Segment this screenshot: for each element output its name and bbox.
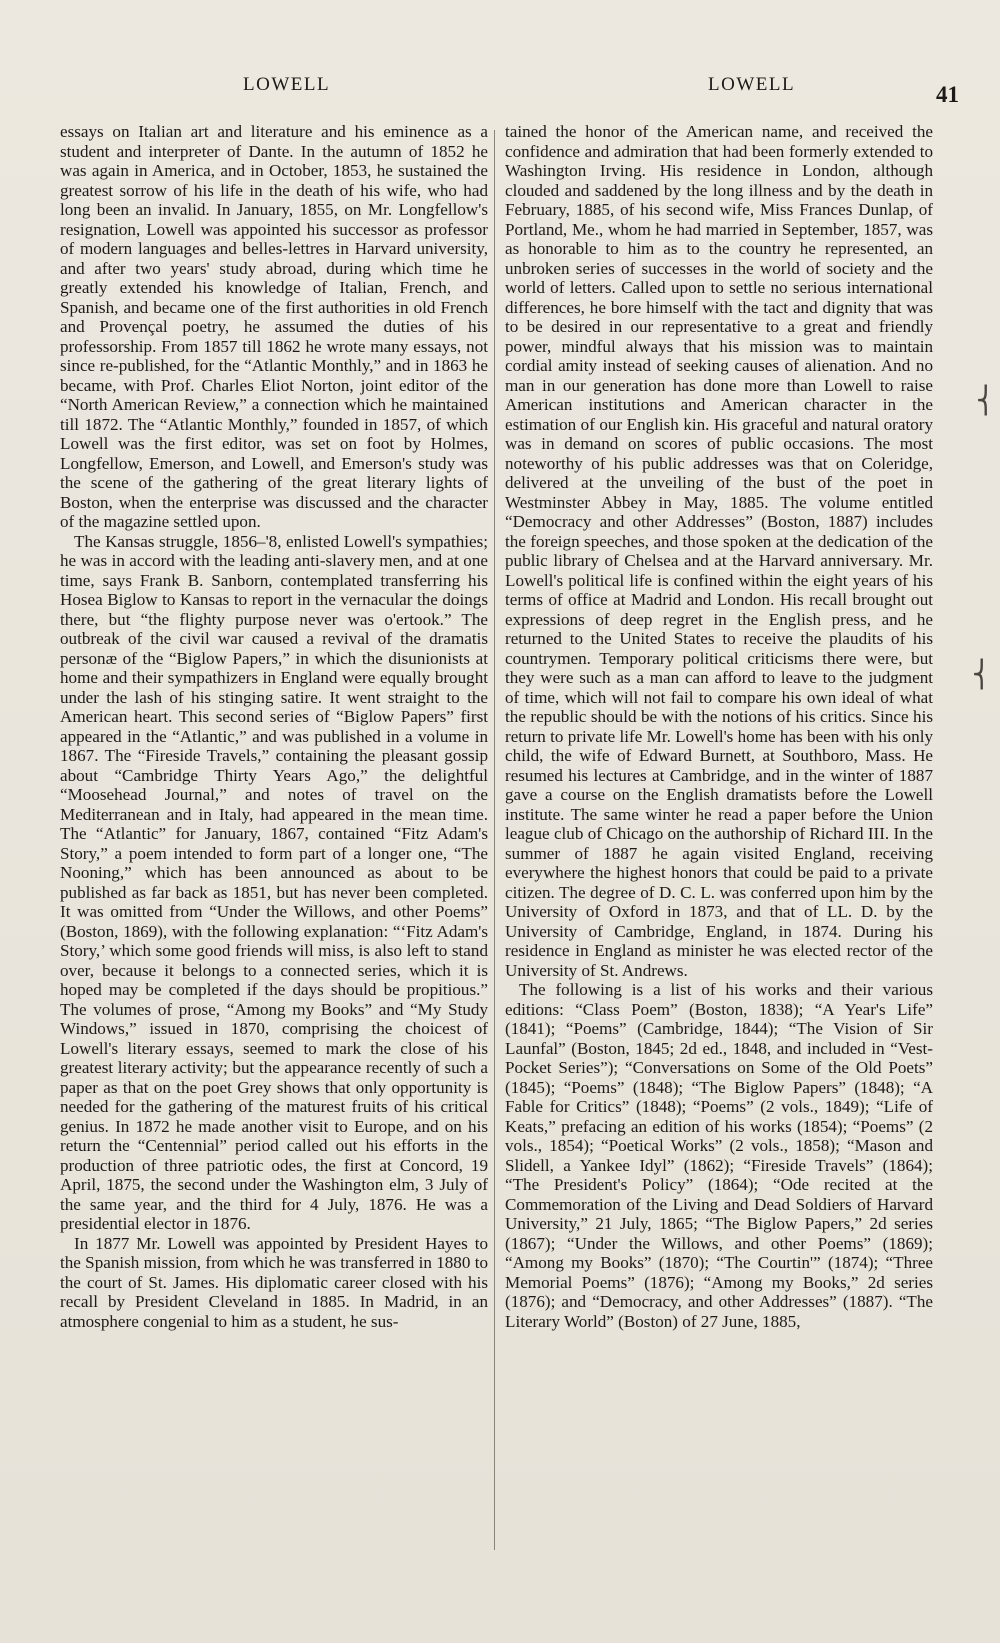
left-column bbox=[60, 122, 488, 1331]
paragraph: essays on Italian art and literature and his eminence as a student and interpreter of Dante. In the autumn of 1852 he was again in America, and in October, 1853, he sustained the greatest sorrow of his life in the death of his wife, who had long been an invalid. In January, 1855, on Mr. Longfellow's resignation, Lowell was appointed his successor as professor of modern languages and belles-lettres in Harvard university, and after two years' study abroad, during which time he greatly extended his knowledge of Italian, French, and Spanish, and became one of the first authorities in old French and Provençal poetry, he assumed the duties of his professorship. From 1857 till 1862 he wrote many essays, not since re-published, for the “Atlantic Monthly,” and in 1863 he became, with Prof. Charles Eliot Norton, joint editor of the “North American Review,” a connection which he maintained till 1872. The “Atlantic Monthly,” founded in 1857, of which Lowell was the first editor, was set on foot by Holmes, Longfellow, Emerson, and Lowell, and Emerson's study was the scene of the gathering of the great literary lights of Boston, when the enterprise was discussed and the character of the magazine settled upon. bbox=[60, 122, 488, 531]
page-number: 41 bbox=[936, 82, 959, 107]
paragraph: tained the honor of the American name, and received the confidence and admiration that had been formerly extended to Washington Irving. His residence in London, although clouded and saddened by the long illness and by the death in February, 1885, of his second wife, Miss Frances Dunlap, of Portland, Me., whom he had married in September, 1857, was as honorable to him as to the country he represented, an unbroken series of successes in the world of society and the world of letters. Called upon to settle no serious international differences, he bore himself with the tact and dignity that was to be desired in our representative to a great and friendly power, mindful always that his mission was to maintain cordial amity instead of seeking causes of alienation. And no man in our generation has done more than Lowell to raise American institutions and American character in the estimation of our English kin. His graceful and natural oratory was in demand on scores of public occasions. The most noteworthy of his public addresses was that on Coleridge, delivered at the unveiling of the bust of the poet in Westminster Abbey in May, 1885. The volume entitled “Democracy and other Addresses” (Boston, 1887) includes the foreign speeches, and those spoken at the dedication of the public library of Chelsea and at the Harvard anniversary. Mr. Lowell's political life is confined within the eight years of his terms of office at Madrid and London. His recall brought out expressions of deep regret in the English press, and he returned to the United States to receive the plaudits of his countrymen. Temporary political criticisms there were, but they were such as a man can afford to leave to the judgment of time, which will not fail to compare his own ideal of what the republic should be with the notions of his critics. Since his return to private life Mr. Lowell's home has been with his only child, the wife of Edward Burnett, at Southboro, Mass. He resumed his lectures at Cambridge, and in the winter of 1887 gave a course on the English dramatists before the Lowell institute. The same winter he read a paper before the Union league club of Chicago on the authorship of Richard III. In the summer of 1887 he again visited England, receiving everywhere the highest honors that could be paid to a private citizen. The degree of D. C. L. was conferred upon him by the University of Oxford in 1873, and that of LL. D. by the University of Cambridge, England, in 1874. During his residence in England as minister he was elected rector of the University of St. Andrews. bbox=[505, 122, 933, 980]
running-head-right: LOWELL bbox=[708, 74, 796, 95]
right-column bbox=[505, 122, 933, 1331]
running-head-left: LOWELL bbox=[243, 74, 331, 95]
margin-bracket-mark: ⎨ bbox=[972, 660, 992, 689]
paragraph: The Kansas struggle, 1856–'8, enlisted Lowell's sympathies; he was in accord with the leading anti-slavery men, and at one time, says Frank B. Sanborn, contemplated transferring his Hosea Biglow to Kansas to report in the vernacular the doings there, but “the flighty purpose never was o'ertook.” The outbreak of the civil war caused a revival of the dramatis personæ of the “Biglow Papers,” in which the disunionists at home and their sympathizers in England were equally brought under the lash of his stinging satire. It went straight to the American heart. This second series of “Biglow Papers” first appeared in the “Atlantic,” and was published in a volume in 1867. The “Fireside Travels,” containing the pleasant gossip about “Cambridge Thirty Years Ago,” the delightful “Moosehead Journal,” and notes of travel on the Mediterranean and in Italy, had appeared in the mean time. The “Atlantic” for January, 1867, contained “Fitz Adam's Story,” a poem intended to form part of a longer one, “The Nooning,” which has been announced as about to be published as far back as 1851, but has never been completed. It was omitted from “Under the Willows, and other Poems” (Boston, 1869), with the following explanation: “‘Fitz Adam's Story,’ which some good friends will miss, is also left to stand over, because it belongs to a connected series, which it is hoped may be completed if the days should be propitious.” The volumes of prose, “Among my Books” and “My Study Windows,” issued in 1870, comprising the choicest of Lowell's literary essays, seemed to mark the close of his greatest literary activity; but the appearance recently of such a paper as that on the poet Grey shows that only opportunity is needed for the gathering of the maturest fruits of his critical genius. In 1872 he made another visit to Europe, and on his return the “Centennial” period called out his efforts in the production of three patriotic odes, the first at Concord, 19 April, 1875, the second under the Washington elm, 3 July of the same year, and the third for 4 July, 1876. He was a presidential elector in 1876. bbox=[60, 531, 488, 1233]
paragraph: In 1877 Mr. Lowell was appointed by President Hayes to the Spanish mission, from which he was transferred in 1880 to the court of St. James. His diplomatic career closed with his recall by President Cleveland in 1885. In Madrid, in an atmosphere congenial to him as a student, he sus- bbox=[60, 1233, 488, 1331]
column-divider bbox=[494, 130, 495, 1550]
margin-bracket-mark: ⎨ bbox=[976, 386, 996, 415]
paragraph: The following is a list of his works and their various editions: “Class Poem” (Boston, 1838); “A Year's Life” (1841); “Poems” (Cambridge, 1844); “The Vision of Sir Launfal” (Boston, 1845; 2d ed., 1848, and included in “Vest-Pocket Series”); “Conversations on Some of the Old Poets” (1845); “Poems” (1848); “The Biglow Papers” (1848); “A Fable for Critics” (1848); “Poems” (2 vols., 1849); “Life of Keats,” prefacing an edition of his works (1854); “Poems” (2 vols., 1854); “Poetical Works” (2 vols., 1858); “Mason and Slidell, a Yankee Idyl” (1862); “Fireside Travels” (1864); “The President's Policy” (1864); “Ode recited at the Commemoration of the Living and Dead Soldiers of Harvard University,” 21 July, 1865; “The Biglow Papers,” 2d series (1867); “Under the Willows, and other Poems” (1869); “Among my Books” (1870); “The Courtin'” (1874); “Three Memorial Poems” (1876); “Among my Books,” 2d series (1876); and “Democracy, and other Addresses” (1887). “The Literary World” (Boston) of 27 June, 1885, bbox=[505, 980, 933, 1331]
